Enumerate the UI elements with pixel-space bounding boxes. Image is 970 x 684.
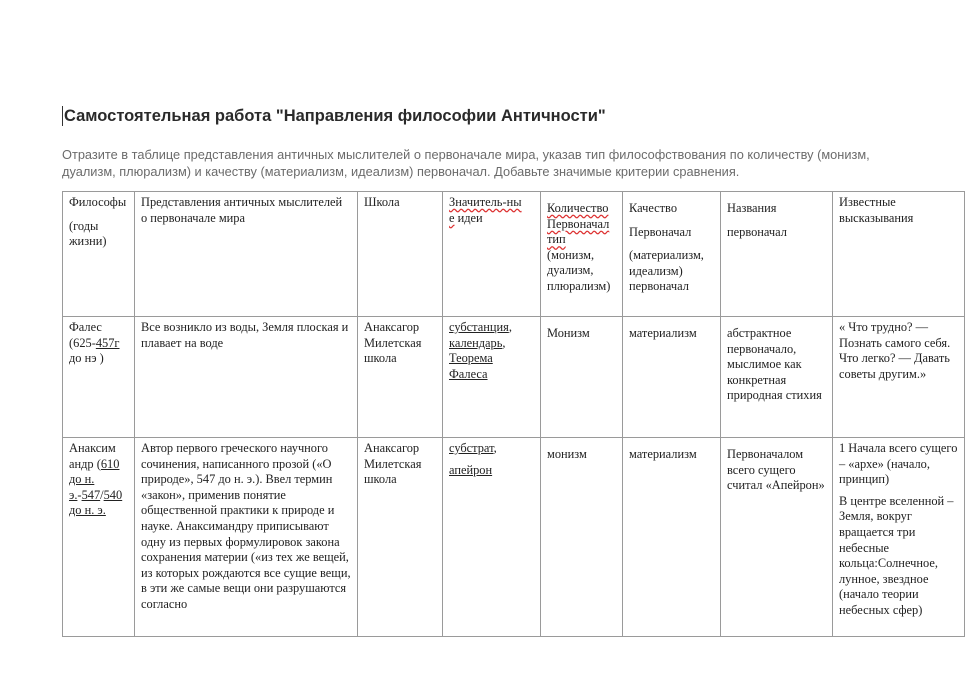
cell-names	[721, 438, 833, 637]
names-text: Первоначалом всего сущего считал «Апейрон»	[727, 447, 825, 493]
header-philosophers	[63, 192, 135, 317]
table-row	[63, 438, 965, 637]
header-sayings	[833, 192, 965, 317]
header-school	[358, 192, 443, 317]
table-header-row	[63, 192, 965, 317]
school-text: Анаксагор Милетская школа	[364, 441, 422, 487]
header-school-label: Школа	[364, 195, 400, 209]
header-quality-sub: Первоначал	[629, 224, 692, 239]
cell-philosopher	[63, 317, 135, 438]
header-ideas	[135, 192, 358, 317]
saying-text: 1 Начала всего сущего – «архе» (начало, принцип)	[839, 441, 958, 487]
idea-separator: ,	[508, 320, 512, 334]
cell-sayings	[833, 317, 965, 438]
cell-names	[721, 317, 833, 438]
header-names-label: Названия	[727, 201, 777, 215]
cell-quality	[623, 438, 721, 637]
header-sayings-label: Известные высказывания	[839, 195, 914, 225]
header-significant-part3: идеи	[454, 210, 483, 225]
quality-text: материализм	[629, 447, 697, 461]
idea-link-calendar[interactable]: календарь	[449, 335, 503, 350]
header-philosophers-years: (годы жизни)	[69, 218, 107, 249]
philosopher-years-era: до нэ )	[69, 351, 104, 366]
school-text: Анаксагор Милетская школа	[364, 320, 422, 366]
idea-separator: ,	[493, 441, 497, 455]
philosopher-death-link[interactable]: 547	[81, 487, 101, 502]
philosopher-name: Анаксим андр (	[69, 441, 116, 471]
header-quantity-sub: Первоначал	[547, 216, 610, 231]
years-slash: /	[100, 487, 104, 502]
saying-text: В центре вселенной – Земля, вокруг вращается три небесные кольца:Солнечное, лунное, звездное (начало теории небесных сфер)	[839, 493, 954, 617]
idea-link-theorem[interactable]: Теорема Фалеса	[449, 351, 493, 381]
quantity-text: Монизм	[547, 326, 590, 340]
cell-quality	[623, 317, 721, 438]
task-instructions: Отразите в таблице представления античных мыслителей о первоначале мира, указав тип философствования по количеству (монизм, дуализм, плюрализм) и качеству (материализм, идеализм) первоначал. Добавьте значимые критерии сравнения.	[62, 147, 870, 179]
cell-school	[358, 438, 443, 637]
header-quality	[623, 192, 721, 317]
header-significant-part2: е	[449, 210, 455, 225]
header-quantity-options: (монизм, дуализм, плюрализм)	[547, 247, 611, 293]
table-row	[63, 317, 965, 438]
cell-significant-ideas	[443, 438, 541, 637]
cell-ideas	[135, 317, 358, 438]
philosopher-death-alt-link[interactable]: 540 до н. э.	[69, 487, 123, 518]
header-names-sub: первоначал	[727, 224, 787, 239]
names-text: абстрактное первоначало, мыслимое как конкретная природная стихия	[727, 326, 822, 403]
idea-separator: ,	[502, 335, 506, 350]
ideas-text: Автор первого греческого научного сочинения, написанного прозой («О природе», 547 до н. э.). Ввел термин «закон», применив понятие общественной практики к природе и науке. Анаксимандру приписывают одну из первых формулировок закона сохранения материи («из тех же вещей, из которых рождаются все сущие вещи, в эти же самые вещи они разрушаются согласно	[141, 441, 351, 611]
quantity-text: монизм	[547, 447, 587, 461]
cell-significant-ideas	[443, 317, 541, 438]
header-names	[721, 192, 833, 317]
idea-link-substrate[interactable]: субстрат	[449, 441, 494, 455]
header-quality-options: (материализм, идеализм)	[629, 248, 704, 278]
page-title: Самостоятельная работа "Направления философии Античности"	[64, 107, 606, 125]
years-dash: -	[77, 487, 82, 502]
cell-ideas	[135, 438, 358, 637]
saying-text: « Что трудно? — Познать самого себя. Что легко? — Давать советы другим.»	[839, 320, 951, 381]
header-quality-label: Качество	[629, 201, 678, 215]
cell-sayings	[833, 438, 965, 637]
header-significant-part1: Значитель-ны	[449, 195, 522, 209]
philosopher-name: Фалес	[69, 320, 102, 334]
cell-philosopher	[63, 438, 135, 637]
header-quantity-label: Количество	[547, 201, 609, 215]
idea-link-substance[interactable]: субстанция	[449, 320, 509, 334]
cell-quantity	[541, 438, 623, 637]
cell-quantity	[541, 317, 623, 438]
philosopher-years-start: (625-	[69, 335, 96, 350]
header-quality-tail: первоначал	[629, 279, 689, 294]
header-quantity	[541, 192, 623, 317]
cell-school	[358, 317, 443, 438]
philosopher-birth-link[interactable]: 610 до н. э.	[69, 456, 120, 502]
philosophy-table	[62, 191, 965, 637]
idea-link-apeiron[interactable]: апейрон	[449, 462, 493, 477]
header-philosophers-label: Философы	[69, 195, 127, 209]
philosopher-years-link[interactable]: 457г	[95, 335, 120, 350]
header-ideas-label: Представления античных мыслителей о первоначале мира	[141, 195, 343, 225]
header-quantity-type: тип	[547, 232, 566, 247]
quality-text: материализм	[629, 326, 697, 340]
ideas-text: Все возникло из воды, Земля плоская и плавает на воде	[141, 320, 349, 350]
header-significant-ideas	[443, 192, 541, 317]
